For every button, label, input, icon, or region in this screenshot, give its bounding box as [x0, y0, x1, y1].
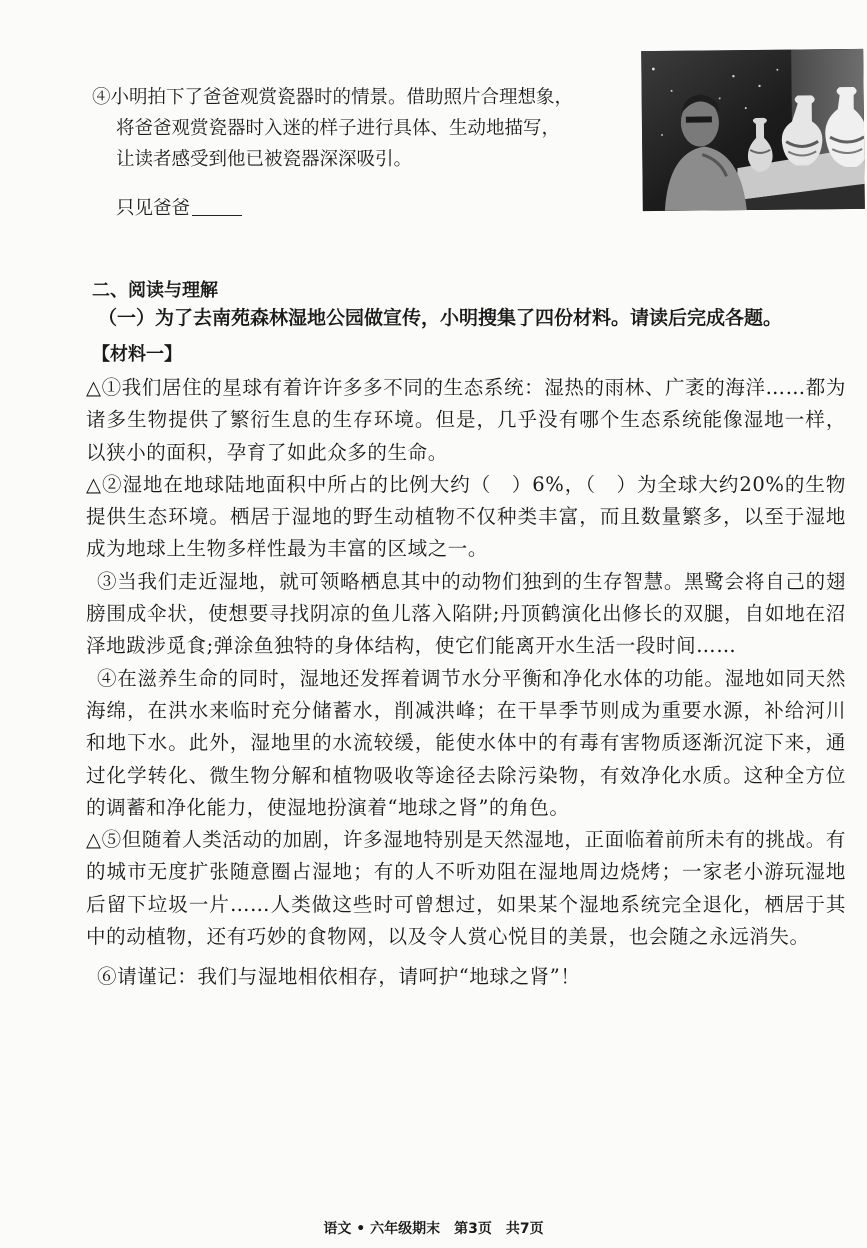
question-4-line: 让读者感受到他已被瓷器深深吸引。: [116, 149, 413, 170]
section-title: 二、阅读与理解: [92, 280, 218, 301]
paragraph-2: △②湿地在地球陆地面积中所占的比例大约（ ）6%，（ ）为全球大约20%的生物提供生态环境。栖居于湿地的野生动植物不仅种类丰富，而且数量繁多，以至于湿地成为地球上生物多样性最为丰富的区域之一。: [86, 472, 846, 561]
porcelain-photo-image: [641, 49, 865, 211]
answer-blank: [192, 201, 242, 216]
paragraph-6: ⑥请谨记：我们与湿地相依相存，请呵护“地球之肾”！: [97, 965, 581, 989]
question-4: [92, 82, 632, 175]
paragraph-3: ③当我们走近湿地，就可领略栖息其中的动物们独到的生存智慧。黑鹭会将自己的翅膀围成伞状，使想要寻找阴凉的鱼儿落入陷阱;丹顶鹤演化出修长的双腿，自如地在沼泽地跋涉觅食;弹涂鱼独特的身体结构，使它们能离开水生活一段时间……: [86, 569, 846, 658]
photo-dad-viewing-porcelain: [641, 49, 865, 211]
material-text: [86, 372, 846, 994]
subsection-title: （一）为了去南苑森林湿地公园做宣传，小明搜集了四份材料。请读后完成各题。: [98, 307, 783, 329]
question-4-line: 将爸爸观赏瓷器时入迷的样子进行具体、生动地描写，: [116, 118, 561, 139]
answer-prefix: 只见爸爸: [116, 198, 191, 219]
question-4-line: ④小明拍下了爸爸观赏瓷器时的情景。借助照片合理想象，: [92, 87, 574, 108]
answer-line: [116, 194, 242, 220]
paragraph-4: ④在滋养生命的同时，湿地还发挥着调节水分平衡和净化水体的功能。湿地如同天然海绵，在洪水来临时充分储蓄水，削减洪峰；在干旱季节则成为重要水源，补给河川和地下水。此外，湿地里的水流较缓，能使水体中的有毒有害物质逐渐沉淀下来，通过化学转化、微生物分解和植物吸收等途径去除污染物，有效净化水质。这种全方位的调蓄和净化能力，使湿地扮演着“地球之肾”的角色。: [86, 666, 846, 819]
page-footer: 语文 • 六年级期末 第3页 共7页: [323, 1221, 544, 1237]
material-label: 【材料一】: [92, 344, 182, 365]
paragraph-5: △⑤但随着人类活动的加剧，许多湿地特别是天然湿地，正面临着前所未有的挑战。有的城市无度扩张随意圈占湿地；有的人不听劝阻在湿地周边烧烤；一家老小游玩湿地后留下垃圾一片……人类做这些时可曾想过，如果某个湿地系统完全退化，栖居于其中的动植物，还有巧妙的食物网，以及令人赏心悦目的美景，也会随之永远消失。: [86, 828, 846, 949]
paragraph-1: △①我们居住的星球有着许许多多不同的生态系统：湿热的雨林、广袤的海洋……都为诸多生物提供了繁衍生息的生存环境。但是，几乎没有哪个生态系统能像湿地一样，以狭小的面积，孕育了如此众多的生命。: [86, 376, 846, 464]
